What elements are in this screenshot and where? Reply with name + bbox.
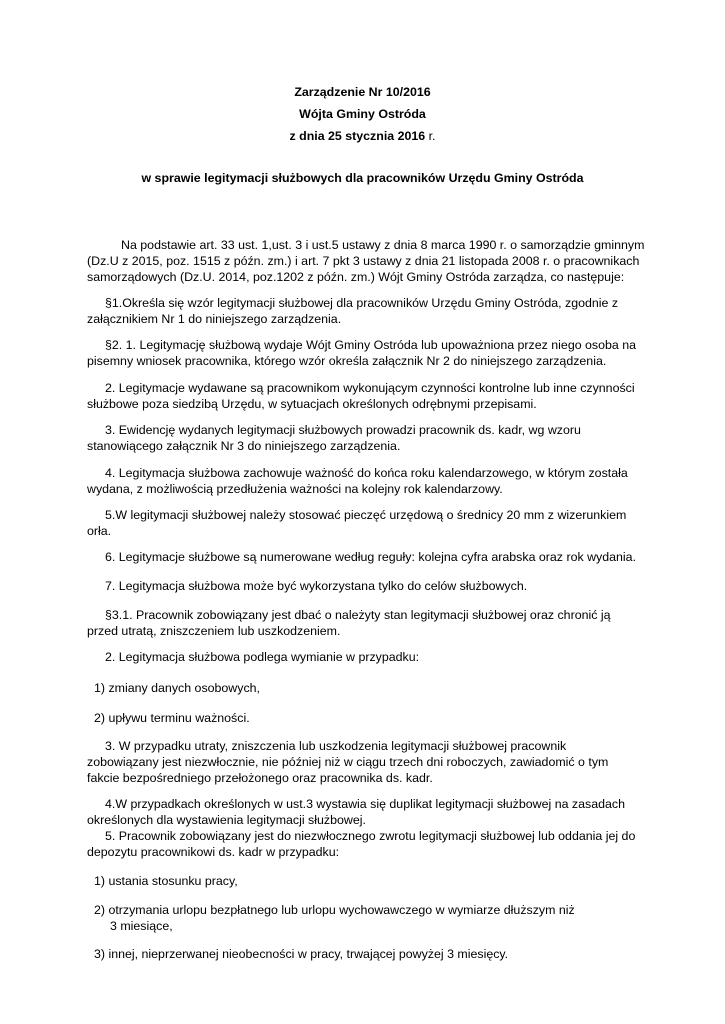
issue-date-main: z dnia 25 stycznia 2016: [289, 129, 426, 143]
paragraph-3-4: określonych dla wystawienia legitymacji służbowej.: [87, 813, 366, 827]
paragraph-3-4: 4.W przypadkach określonych w ust.3 wystawia się duplikat legitymacji służbowej na zasadach: [105, 797, 625, 811]
issue-date: [0, 128, 725, 144]
paragraph-2-5: orła.: [87, 524, 112, 538]
list-item: 1) zmiany danych osobowych,: [94, 681, 260, 695]
paragraph-3-3: 3. W przypadku utraty, zniszczenia lub uszkodzenia legitymacji służbowej pracownik: [105, 739, 567, 753]
list-item: 1) ustania stosunku pracy,: [94, 874, 238, 888]
paragraph-2-3: 3. Ewidencję wydanych legitymacji służbowych prowadzi pracownik ds. kadr, wg wzoru: [105, 423, 581, 437]
paragraph-3-3: fakcie bezpośredniego przełożonego oraz pracownika ds. kadr.: [87, 771, 433, 785]
list-item: 3 miesiące,: [110, 919, 173, 933]
paragraph-2-4: wydana, z możliwością przedłużenia ważności na kolejny rok kalendarzowy.: [87, 482, 503, 496]
issue-date-suffix: r.: [425, 129, 436, 143]
paragraph-2-5: 5.W legitymacji służbowej należy stosować pieczęć urzędową o średnicy 20 mm z wizerunkiem: [105, 508, 627, 522]
paragraph-1: załącznikiem Nr 1 do niniejszego zarządzenia.: [87, 312, 342, 326]
paragraph-3-1: §3.1. Pracownik zobowiązany jest dbać o należyty stan legitymacji służbowej oraz chronić ją: [105, 608, 611, 622]
list-item: 3) innej, nieprzerwanej nieobecności w pracy, trwającej powyżej 3 miesięcy.: [94, 947, 509, 961]
list-item: 2) upływu terminu ważności.: [94, 711, 250, 725]
paragraph-1: §1.Określa się wzór legitymacji służbowej dla pracowników Urzędu Gminy Ostróda, zgodnie z: [105, 296, 619, 310]
document-number: Zarządzenie Nr 10/2016: [294, 85, 431, 99]
document-subject: w sprawie legitymacji służbowych dla pracowników Urzędu Gminy Ostróda: [141, 171, 584, 185]
paragraph-2-4: 4. Legitymacja służbowa zachowuje ważność do końca roku kalendarzowego, w którym została: [105, 466, 628, 480]
intro-line: (Dz.U z 2015, poz. 1515 z późn. zm.) i art. 7 pkt 3 ustawy z dnia 21 listopada 2008 r. o pracownikach: [87, 254, 640, 268]
paragraph-2-6: 6. Legitymacje służbowe są numerowane według reguły: kolejna cyfra arabska oraz rok wydania.: [105, 550, 637, 564]
list-item: 2) otrzymania urlopu bezpłatnego lub urlopu wychowawczego w wymiarze dłuższym niż: [94, 903, 575, 917]
paragraph-3-5: depozytu pracownikowi ds. kadr w przypadku:: [87, 845, 340, 859]
paragraph-2-1: §2. 1. Legitymację służbową wydaje Wójt Gminy Ostróda lub upoważniona przez niego osoba na: [105, 338, 637, 352]
paragraph-3-5: 5. Pracownik zobowiązany jest do niezwłocznego zwrotu legitymacji służbowej lub oddania jej do: [105, 829, 636, 843]
paragraph-3-3: zobowiązany jest niezwłocznie, nie później niż w ciągu trzech dni roboczych, zawiadomić o tym: [87, 755, 609, 769]
paragraph-3-1: przed utratą, zniszczeniem lub uszkodzeniem.: [87, 624, 341, 638]
intro-line: Na podstawie art. 33 ust. 1,ust. 3 i ust.5 ustawy z dnia 8 marca 1990 r. o samorządzie gminnym: [121, 238, 645, 252]
issuer: Wójta Gminy Ostróda: [299, 107, 426, 121]
paragraph-2-1: pisemny wniosek pracownika, którego wzór określa załącznik Nr 2 do niniejszego zarządzenia.: [87, 354, 607, 368]
paragraph-3-2: 2. Legitymacja służbowa podlega wymianie w przypadku:: [105, 650, 420, 664]
intro-line: samorządowych (Dz.U. 2014, poz.1202 z późn. zm.) Wójt Gminy Ostróda zarządza, co następuje:: [87, 270, 625, 284]
paragraph-2-3: stanowiącego załącznik Nr 3 do niniejszego zarządzenia.: [87, 439, 401, 453]
paragraph-2-7: 7. Legitymacja służbowa może być wykorzystana tylko do celów służbowych.: [105, 579, 528, 593]
paragraph-2-2: służbowe poza siedzibą Urzędu, w sytuacjach określonych odrębnymi przepisami.: [87, 397, 537, 411]
paragraph-2-2: 2. Legitymacje wydawane są pracownikom wykonującym czynności kontrolne lub inne czynności: [105, 381, 635, 395]
